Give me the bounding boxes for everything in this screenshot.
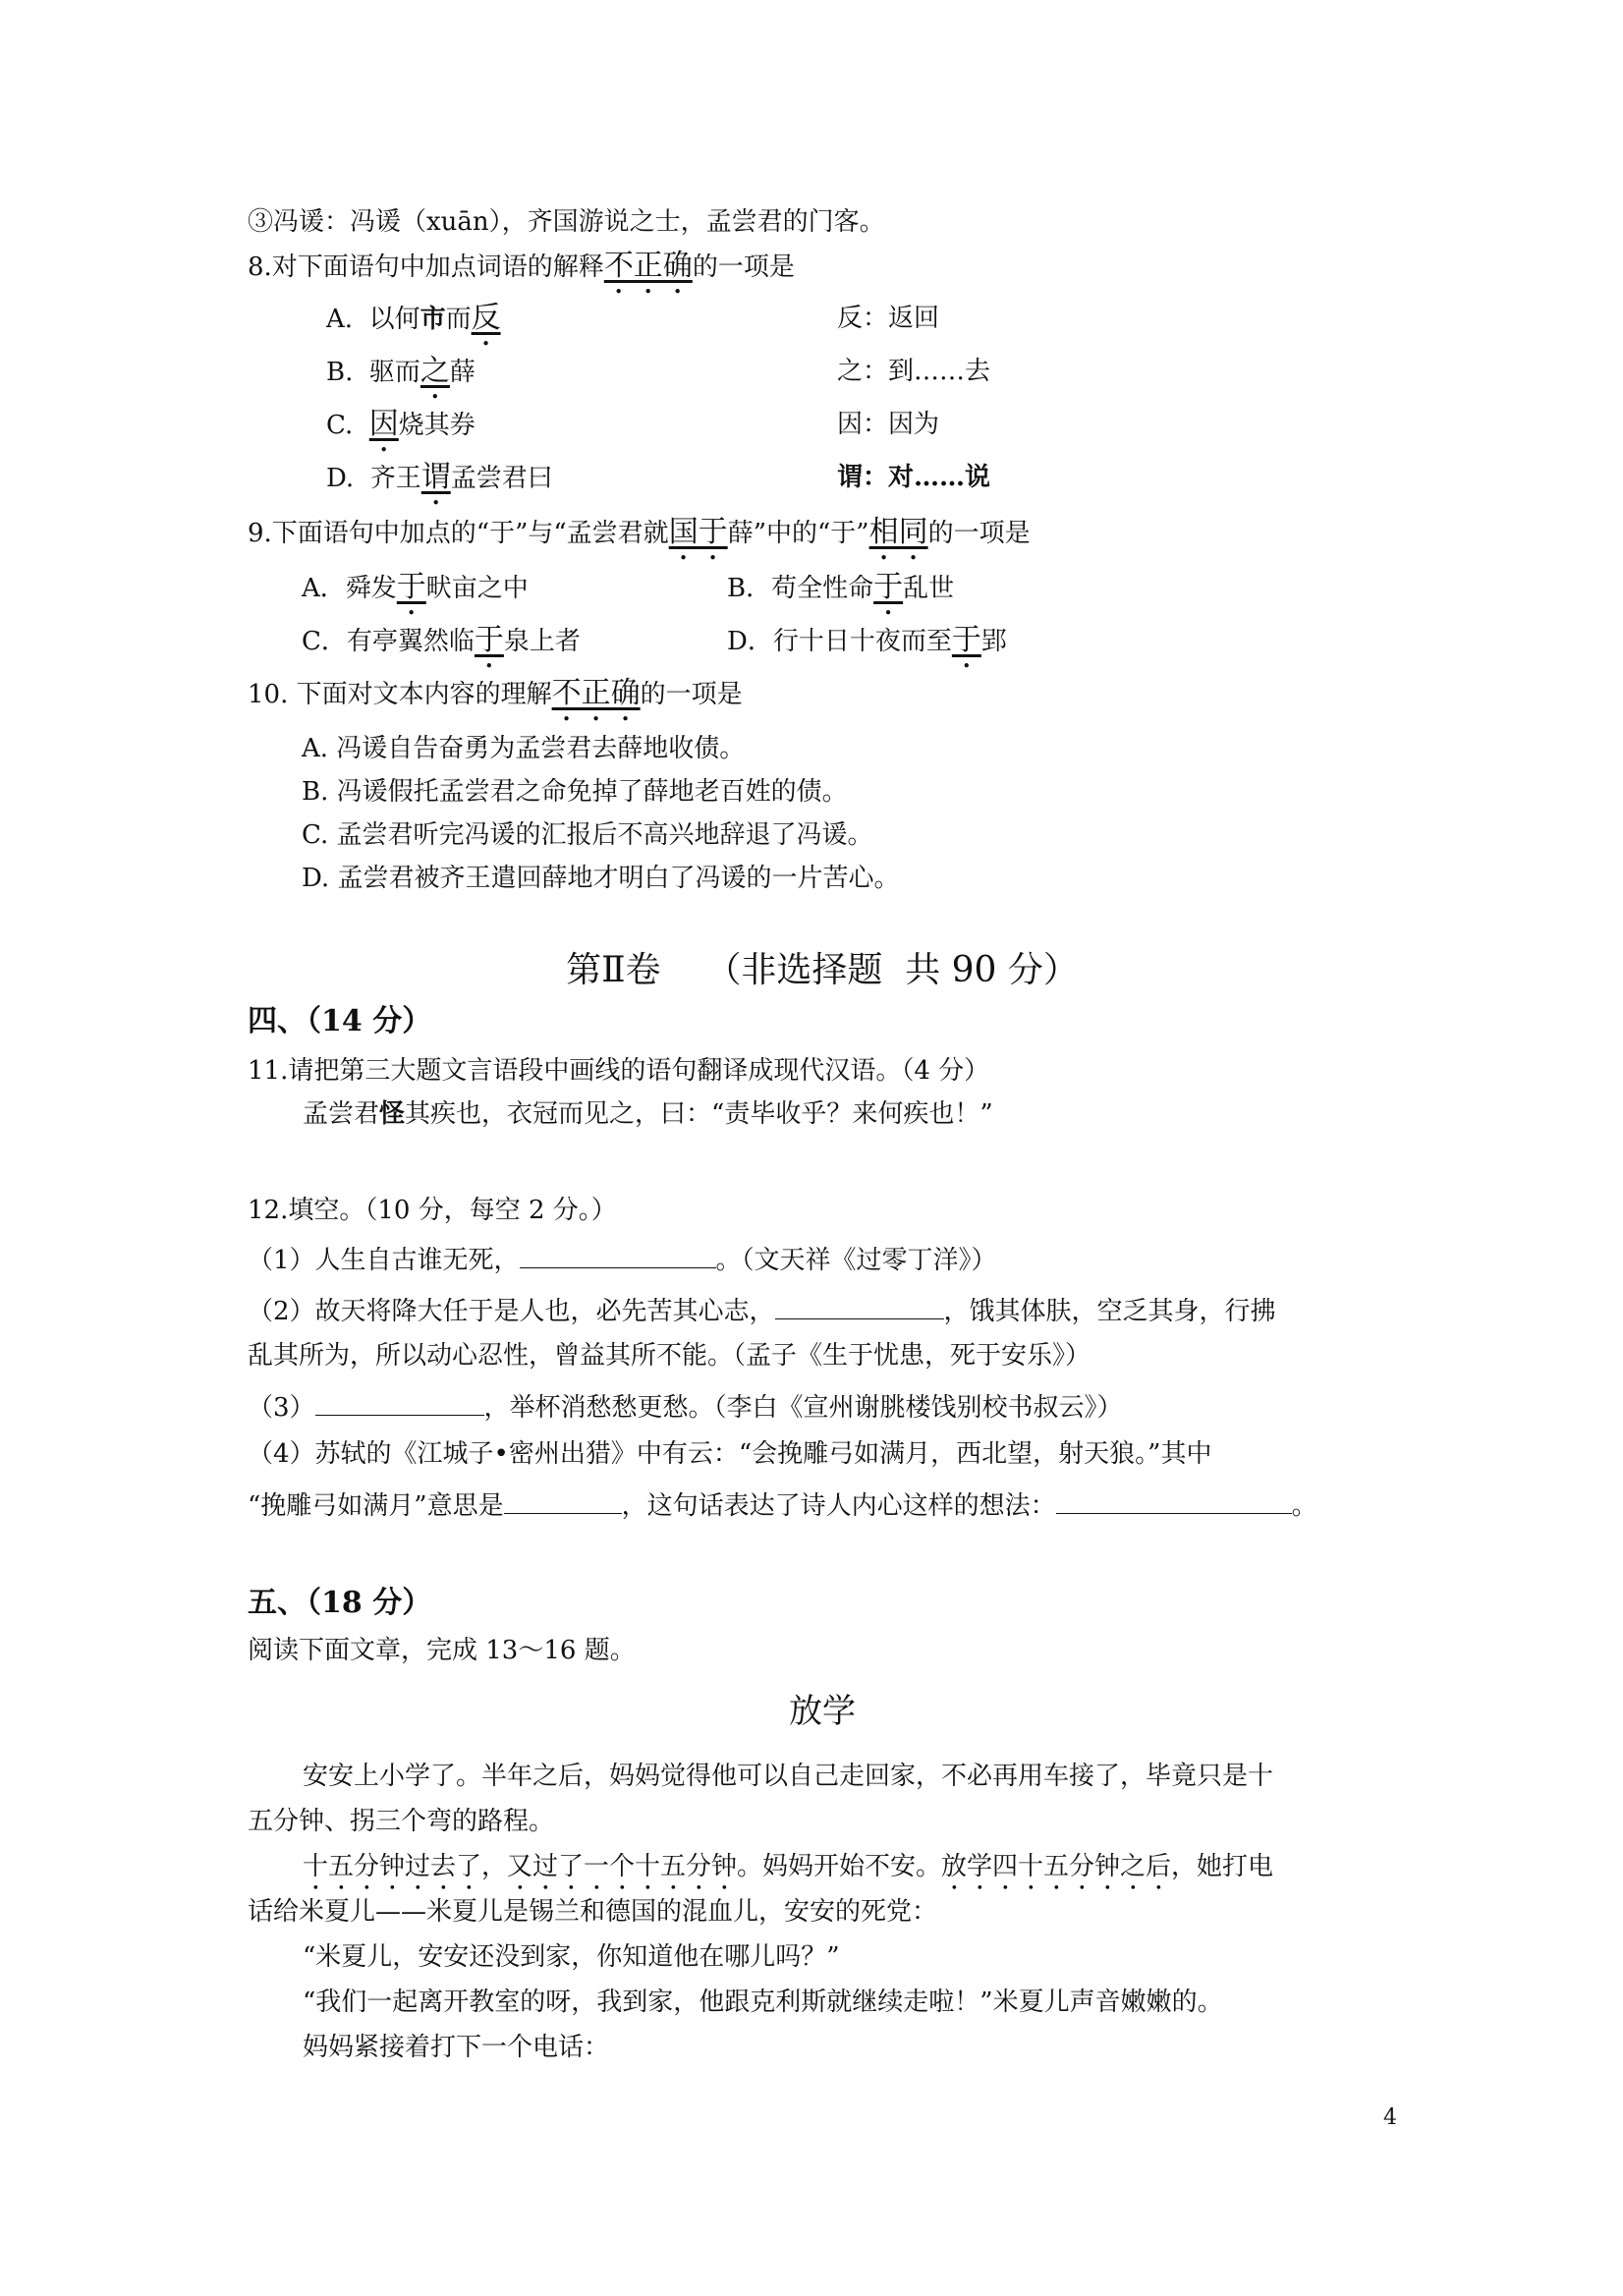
question-9-option-d: D．行十日十夜而至于郢 xyxy=(727,623,1007,657)
paragraph-5: 妈妈紧接着打下一个电话： xyxy=(303,2033,610,2062)
question-12-line-2: （2）故天将降大任于是人也，必先苦其心志， ，饿其体肤，空乏其身，行拂 xyxy=(248,1291,1276,1329)
question-12-line-5: （4）苏轼的《江城子•密州出猎》中有云：“会挽雕弓如满月，西北望，射天狼。”其中 xyxy=(248,1439,1212,1469)
essay-title: 放学 xyxy=(789,1692,856,1731)
question-12-line-3: 乱其所为，所以动心忍性，曾益其所不能。（孟子《生于忧患，死于安乐》） xyxy=(248,1341,1091,1371)
question-8-explanation-b: 之：到……去 xyxy=(837,357,991,386)
paragraph-2b: 话给米夏儿——米夏儿是锡兰和德国的混血儿，安安的死党： xyxy=(248,1897,938,1927)
paragraph-2a: 十五分钟过去了，又过了一个十五分钟。妈妈开始不安。放学四十五分钟之后，她打电 xyxy=(303,1852,1274,1881)
section-4-heading: 四、（14 分） xyxy=(248,1004,432,1038)
question-8-option-c: C. 因烧其券 xyxy=(326,407,476,441)
volume-2-title: 第Ⅱ卷 （非选择题 共 90 分） xyxy=(566,950,1079,990)
paragraph-3: “米夏儿，安安还没到家，你知道他在哪儿吗？” xyxy=(303,1942,840,1972)
answer-blank[interactable] xyxy=(504,1485,622,1514)
answer-blank[interactable] xyxy=(315,1387,484,1416)
question-9-option-c: C．有亭翼然临于泉上者 xyxy=(302,623,581,657)
question-11-stem: 11.请把第三大题文言语段中画线的语句翻译成现代汉语。（4 分） xyxy=(248,1056,990,1086)
paragraph-4: “我们一起离开教室的呀，我到家，他跟克利斯就继续走啦！”米夏儿声音嫩嫩的。 xyxy=(303,1988,1223,2017)
question-8-option-d: D. 齐王谓孟尝君曰 xyxy=(326,460,553,494)
answer-blank[interactable] xyxy=(1056,1485,1292,1514)
question-8-explanation-c: 因：因为 xyxy=(837,410,940,439)
question-10-option-b: B. 冯谖假托孟尝君之命免掉了薛地老百姓的债。 xyxy=(302,777,848,807)
paragraph-1b: 五分钟、拐三个弯的路程。 xyxy=(248,1807,555,1836)
emphasis-key: 不正确 xyxy=(603,249,693,283)
question-10-stem: 10. 下面对文本内容的理解不正确的一项是 xyxy=(248,676,743,710)
note-3: ③冯谖：冯谖（xuān），齐国游说之士，孟尝君的门客。 xyxy=(248,207,885,237)
reading-intro: 阅读下面文章，完成 13～16 题。 xyxy=(248,1636,636,1665)
document-page xyxy=(248,0,1397,2296)
answer-blank[interactable] xyxy=(520,1240,716,1268)
question-10-option-d: D. 孟尝君被齐王遣回薛地才明白了冯谖的一片苦心。 xyxy=(302,864,900,893)
question-9-option-b: B．苟全性命于乱世 xyxy=(727,570,955,604)
question-12-line-6: “挽雕弓如满月”意思是 ，这句话表达了诗人内心这样的想法： 。 xyxy=(248,1485,1317,1524)
question-8-explanation-a: 反：返回 xyxy=(837,304,940,333)
question-8-option-a: A. 以何市而反 xyxy=(326,301,501,335)
answer-blank[interactable] xyxy=(775,1291,944,1319)
question-8-option-b: B. 驱而之薛 xyxy=(326,354,476,388)
question-8-stem: 8.对下面语句中加点词语的解释不正确的一项是 xyxy=(248,249,795,283)
question-12-stem: 12.填空。（10 分，每空 2 分。） xyxy=(248,1196,617,1225)
section-5-heading: 五、（18 分） xyxy=(248,1586,432,1620)
question-9-stem: 9.下面语句中加点的“于”与“孟尝君就国于薛”中的“于”相同的一项是 xyxy=(248,515,1031,549)
question-10-option-c: C. 孟尝君听完冯谖的汇报后不高兴地辞退了冯谖。 xyxy=(302,820,873,850)
question-9-option-a: A．舜发于畎亩之中 xyxy=(302,570,529,604)
question-8-explanation-d: 谓：对……说 xyxy=(837,463,991,492)
question-10-option-a: A. 冯谖自告奋勇为孟尝君去薛地收债。 xyxy=(302,734,746,763)
page-number: 4 xyxy=(1383,2105,1397,2130)
paragraph-1a: 安安上小学了。半年之后，妈妈觉得他可以自己走回家，不必再用车接了，毕竟只是十 xyxy=(303,1762,1274,1791)
question-12-line-1: （1）人生自古谁无死， 。（文天祥《过零丁洋》） xyxy=(248,1240,997,1278)
question-11-sentence: 孟尝君怪其疾也，衣冠而见之，曰：“责毕收乎？来何疾也！” xyxy=(303,1099,993,1129)
question-12-line-4: （3） ，举杯消愁愁更愁。（李白《宣州谢朓楼饯别校书叔云》） xyxy=(248,1387,1123,1426)
